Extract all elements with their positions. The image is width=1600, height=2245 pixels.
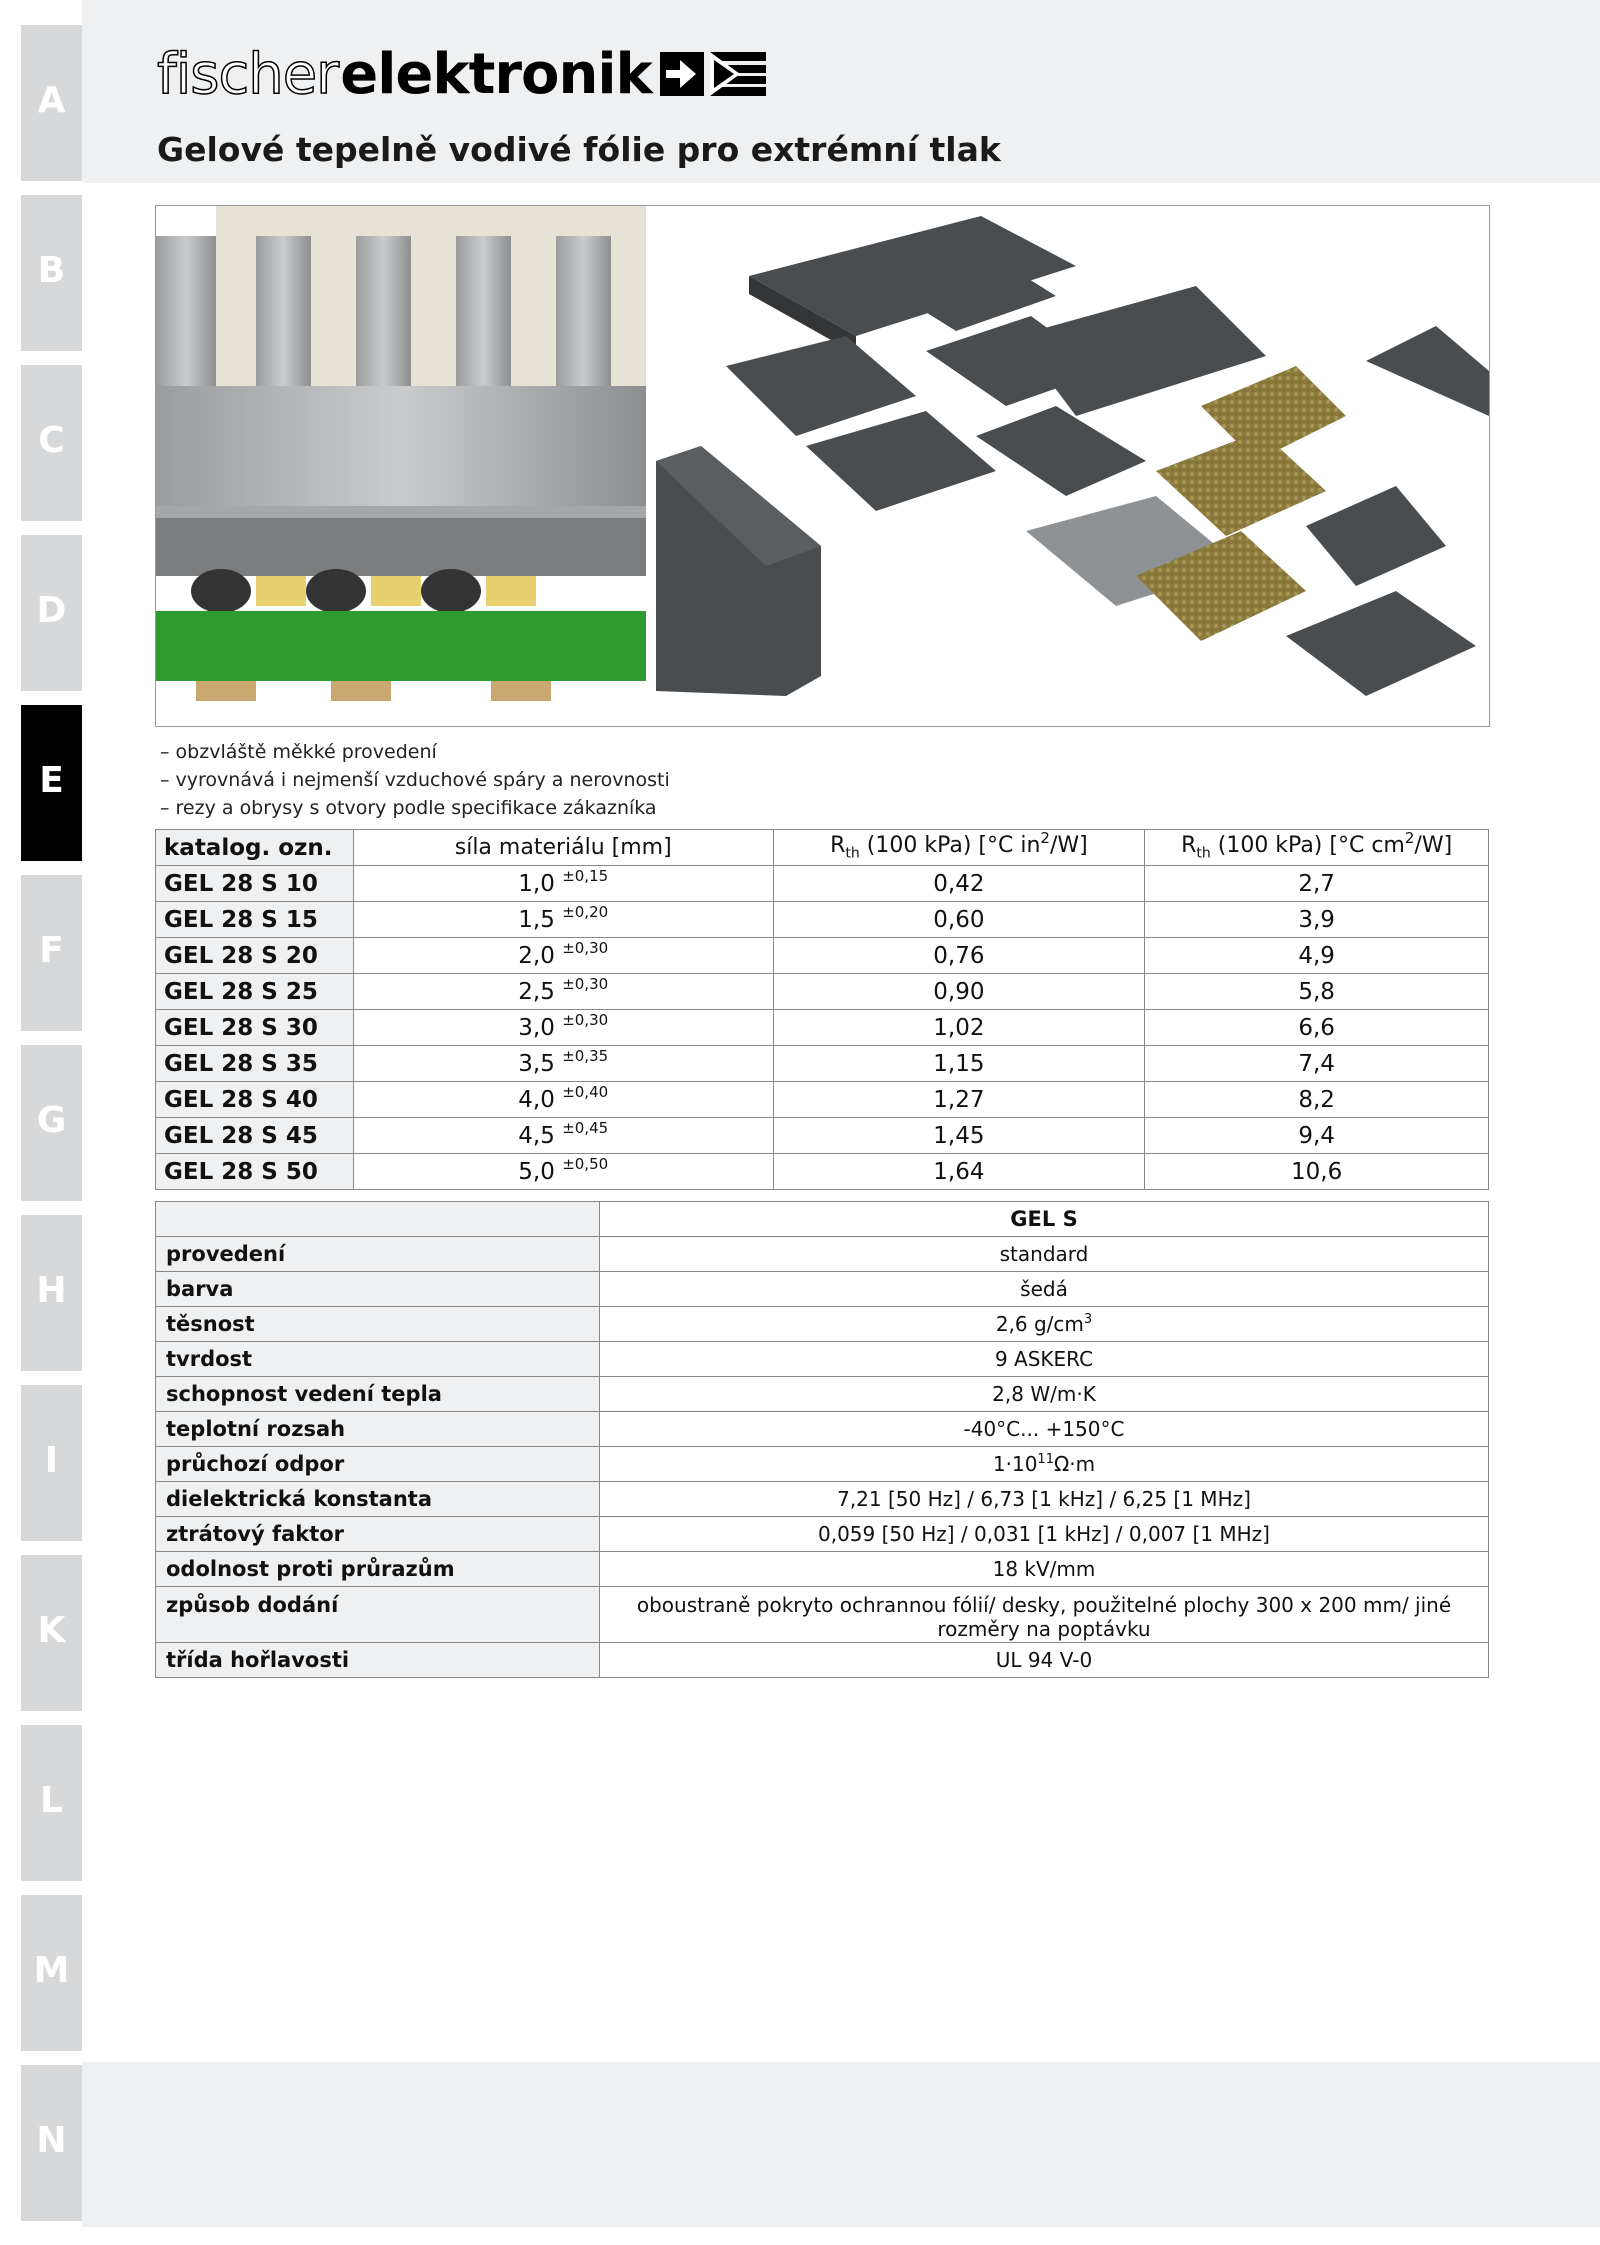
cell-code: GEL 28 S 25 <box>156 974 354 1010</box>
property-value: 2,6 $g/cm^3$ <box>600 1307 1489 1342</box>
tab-e[interactable]: E <box>21 705 82 861</box>
header-gel-s: GEL S <box>600 1202 1489 1237</box>
property-label: schopnost vedení tepla <box>156 1377 600 1412</box>
cell-thickness: 5,0 $^{\pm 0,50}$ <box>353 1154 773 1190</box>
cell-rth-in: 1,45 <box>773 1118 1145 1154</box>
tab-c[interactable]: C <box>21 365 82 521</box>
cell-code: GEL 28 S 20 <box>156 938 354 974</box>
table-header-row <box>156 1202 1489 1237</box>
property-value: standard <box>600 1237 1489 1272</box>
cell-rth-in: 1,27 <box>773 1082 1145 1118</box>
property-value: UL 94 V-0 <box>600 1643 1489 1678</box>
cell-rth-in: 1,64 <box>773 1154 1145 1190</box>
cell-rth-cm: 2,7 <box>1145 866 1489 902</box>
cell-code: GEL 28 S 10 <box>156 866 354 902</box>
table-row <box>156 1412 1489 1447</box>
cell-thickness: 2,5 $^{\pm 0,30}$ <box>353 974 773 1010</box>
tab-d[interactable]: D <box>21 535 82 691</box>
feature-item: – rezy a obrysy s otvory podle specifikace zákazníka <box>160 797 657 819</box>
property-value: $1\cdot 10^{11}\Omega\cdot m$ <box>600 1447 1489 1482</box>
table-row <box>156 1643 1489 1678</box>
cell-thickness: 3,5 $^{\pm 0,35}$ <box>353 1046 773 1082</box>
cell-rth-cm: 7,4 <box>1145 1046 1489 1082</box>
property-label: barva <box>156 1272 600 1307</box>
cell-rth-cm: 5,8 <box>1145 974 1489 1010</box>
table-row <box>156 938 1489 974</box>
tab-a[interactable]: A <box>21 25 82 181</box>
cell-thickness: 2,0 $^{\pm 0,30}$ <box>353 938 773 974</box>
property-value: 9 ASKERC <box>600 1342 1489 1377</box>
header-rth-cm: $R_{th}$ (100 kPa) [°C $cm^2/W$] <box>1145 830 1489 866</box>
logo-arrow-icon <box>660 46 770 102</box>
property-label: odolnost proti průrazům <box>156 1552 600 1587</box>
table-row <box>156 1307 1489 1342</box>
table-row <box>156 1447 1489 1482</box>
table-row <box>156 1082 1489 1118</box>
tab-l[interactable]: L <box>21 1725 82 1881</box>
table-row <box>156 974 1489 1010</box>
cell-code: GEL 28 S 45 <box>156 1118 354 1154</box>
table-row <box>156 1154 1489 1190</box>
header-rth-in: $R_{th}$ (100 kPa) [°C $in^2/W$] <box>773 830 1145 866</box>
property-value: -40°C... +150°C <box>600 1412 1489 1447</box>
table-row <box>156 1118 1489 1154</box>
tab-f[interactable]: F <box>21 875 82 1031</box>
feature-item: – obzvláště měkké provedení <box>160 741 437 763</box>
cell-thickness: 1,0 $^{\pm 0,15}$ <box>353 866 773 902</box>
cell-code: GEL 28 S 35 <box>156 1046 354 1082</box>
tab-k[interactable]: K <box>21 1555 82 1711</box>
cell-rth-in: 0,90 <box>773 974 1145 1010</box>
product-photo <box>155 205 1490 727</box>
property-value: šedá <box>600 1272 1489 1307</box>
cell-thickness: 3,0 $^{\pm 0,30}$ <box>353 1010 773 1046</box>
dimensions-table <box>155 829 1489 1190</box>
table-row <box>156 1342 1489 1377</box>
property-value: oboustraně pokryto ochrannou fólií/ desky, použitelné plochy 300 x 200 mm/ jiné rozměry na poptávku <box>600 1587 1489 1643</box>
logo-text-elektronik: elektronik <box>340 41 652 107</box>
cell-thickness: 4,5 $^{\pm 0,45}$ <box>353 1118 773 1154</box>
property-label: tvrdost <box>156 1342 600 1377</box>
feature-item: – vyrovnává i nejmenší vzduchové spáry a nerovnosti <box>160 769 670 791</box>
table-row <box>156 1046 1489 1082</box>
property-label: způsob dodání <box>156 1587 600 1643</box>
table-row <box>156 902 1489 938</box>
cell-thickness: 4,0 $^{\pm 0,40}$ <box>353 1082 773 1118</box>
table-row <box>156 1272 1489 1307</box>
table-row <box>156 866 1489 902</box>
table-header-row <box>156 830 1489 866</box>
feature-list <box>160 738 670 822</box>
cell-rth-cm: 10,6 <box>1145 1154 1489 1190</box>
cell-rth-in: 0,76 <box>773 938 1145 974</box>
property-label: dielektrická konstanta <box>156 1482 600 1517</box>
table-row <box>156 1482 1489 1517</box>
tab-g[interactable]: G <box>21 1045 82 1201</box>
cell-thickness: 1,5 $^{\pm 0,20}$ <box>353 902 773 938</box>
table-row <box>156 1010 1489 1046</box>
company-logo <box>157 38 770 110</box>
property-label: těsnost <box>156 1307 600 1342</box>
cell-rth-cm: 3,9 <box>1145 902 1489 938</box>
header-code: katalog. ozn. <box>156 830 354 866</box>
property-label: ztrátový faktor <box>156 1517 600 1552</box>
logo-text-fischer: fischer <box>157 41 339 107</box>
property-label: teplotní rozsah <box>156 1412 600 1447</box>
tab-m[interactable]: M <box>21 1895 82 2051</box>
table-row <box>156 1517 1489 1552</box>
product-illustration <box>156 206 1489 726</box>
gel-pads-image <box>656 216 1489 696</box>
cell-code: GEL 28 S 40 <box>156 1082 354 1118</box>
property-value: 0,059 [50 Hz] / 0,031 [1 kHz] / 0,007 [1 MHz] <box>600 1517 1489 1552</box>
heatsink-image <box>156 206 646 726</box>
cell-rth-in: 1,02 <box>773 1010 1145 1046</box>
header-empty <box>156 1202 600 1237</box>
cell-rth-cm: 9,4 <box>1145 1118 1489 1154</box>
tab-i[interactable]: I <box>21 1385 82 1541</box>
property-label: provedení <box>156 1237 600 1272</box>
tab-n[interactable]: N <box>21 2065 82 2221</box>
table-row <box>156 1587 1489 1643</box>
property-value: 2,8 W/m·K <box>600 1377 1489 1412</box>
property-value: 7,21 [50 Hz] / 6,73 [1 kHz] / 6,25 [1 MHz] <box>600 1482 1489 1517</box>
property-value: 18 kV/mm <box>600 1552 1489 1587</box>
properties-table <box>155 1201 1489 1678</box>
cell-rth-cm: 4,9 <box>1145 938 1489 974</box>
cell-rth-in: 0,60 <box>773 902 1145 938</box>
property-label: třída hořlavosti <box>156 1643 600 1678</box>
footer-band <box>82 2062 1600 2227</box>
cell-code: GEL 28 S 30 <box>156 1010 354 1046</box>
cell-rth-in: 1,15 <box>773 1046 1145 1082</box>
table-row <box>156 1552 1489 1587</box>
cell-rth-cm: 8,2 <box>1145 1082 1489 1118</box>
cell-rth-in: 0,42 <box>773 866 1145 902</box>
table-row <box>156 1377 1489 1412</box>
table-row <box>156 1237 1489 1272</box>
cell-code: GEL 28 S 50 <box>156 1154 354 1190</box>
tab-b[interactable]: B <box>21 195 82 351</box>
property-label: průchozí odpor <box>156 1447 600 1482</box>
cell-rth-cm: 6,6 <box>1145 1010 1489 1046</box>
page-title: Gelové tepelně vodivé fólie pro extrémní tlak <box>157 130 1001 169</box>
cell-code: GEL 28 S 15 <box>156 902 354 938</box>
header-thickness: síla materiálu [mm] <box>353 830 773 866</box>
tab-h[interactable]: H <box>21 1215 82 1371</box>
